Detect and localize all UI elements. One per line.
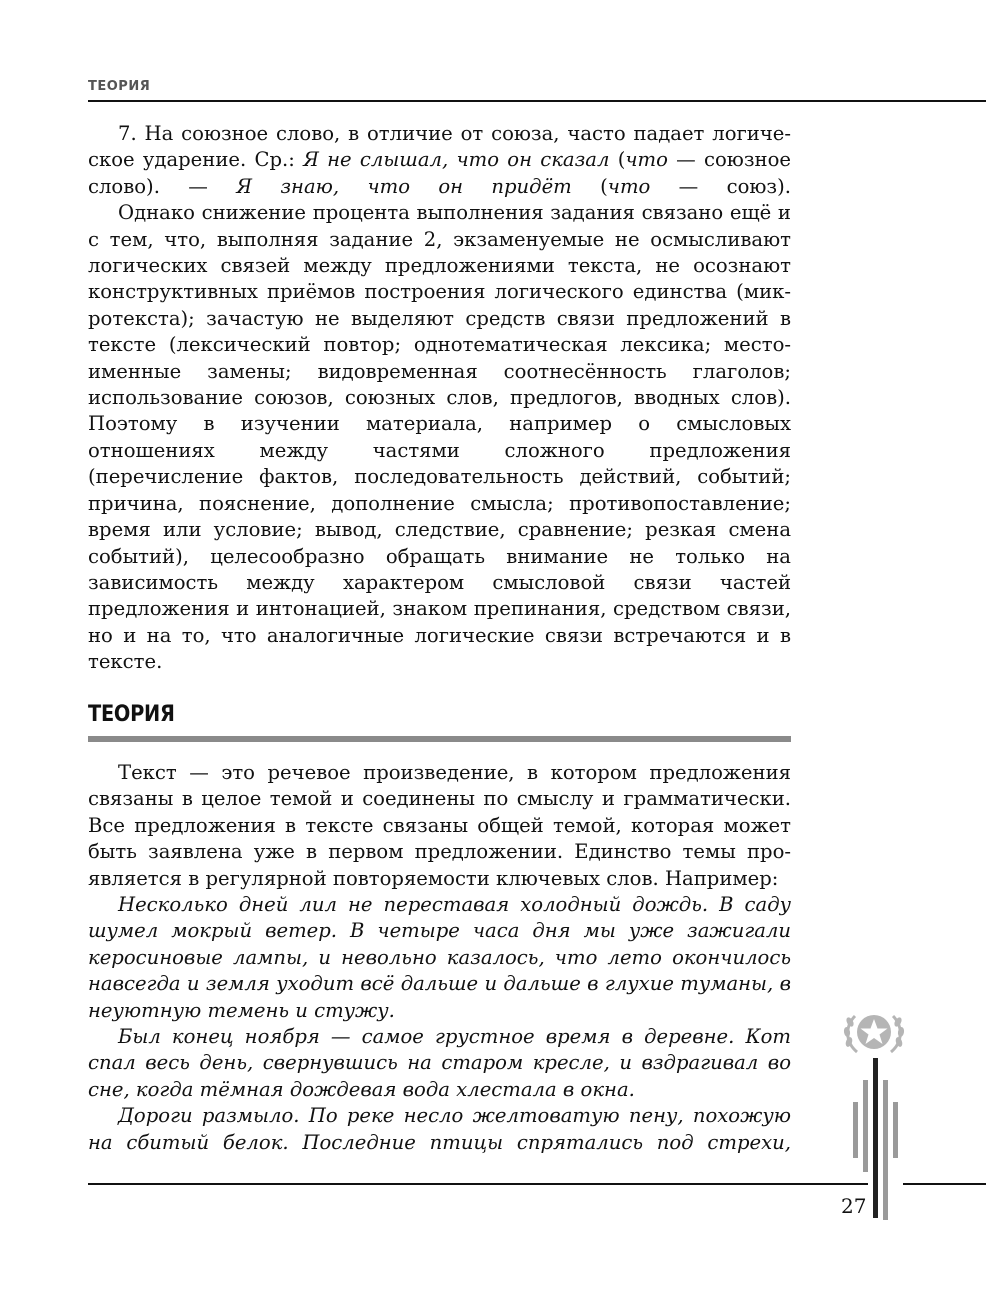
text-fragment: (	[609, 148, 626, 172]
text-line: ское ударение. Ср.:	[88, 148, 304, 172]
header-rule	[88, 100, 986, 102]
text-fragment: — союзное	[667, 148, 791, 172]
example-paragraph: Несколько дней лил не переставая холодный дождь. В саду шумел мокрый ветер. В четыре часа дня мы уже зажигали керосиновые лампы, и невольно казалось, что лето окончилось навсегда и земля уходит всё дальше и дальше в глухие туманы, в неуютную темень и стужу.	[88, 893, 791, 1022]
footer-rule-right	[903, 1183, 986, 1185]
theory-text-block	[88, 760, 791, 1156]
example-italic: что	[607, 174, 651, 198]
page-number: 27	[841, 1194, 867, 1218]
intro-text-block	[88, 121, 791, 676]
decorative-bars	[850, 1050, 900, 1225]
footer-rule	[88, 1183, 868, 1185]
example-italic: Я не слышал, что он сказал	[303, 148, 610, 172]
paragraph-union-word	[88, 121, 791, 200]
running-header: ТЕОРИЯ	[88, 79, 151, 94]
example-paragraph: Был конец ноября — самое грустное время в деревне. Кот спал весь день, свернувшись на старом кресле, и вздрагивал во сне, когда тёмная дождевая вода хлестала в окна.	[88, 1025, 791, 1101]
section-title: ТЕОРИЯ	[88, 702, 175, 727]
text-fragment: — союз).	[650, 174, 791, 198]
paragraph-task-analysis: Однако снижение процента выполнения задания связано ещё и с тем, что, выполняя задание 2, экзаменуемые не осмысливают логических связей между предложениями текста, не осознают конструктивных приёмов построения логического единства (микротекста); зачастую не выделяют средств связи предложений в тексте (лексический повтор; однотематическая лексика; местоименные замены; видовременная соотнесённость глаголов; использование союзов, союзных слов, предлогов, вводных слов). Поэтому в изучении материала, например о смысловых отношениях между частями сложного предложения (перечисление фактов, последовательность действий, событий; причина, пояснение, дополнение смысла; противопоставление; время или условие; вывод, следствие, сравнение; резкая смена событий), целесообразно обращать внимание не только на зависимость между характером смысловой связи частей предложения и интонацией, знаком препинания, средством связи, но и на то, что аналогичные логические связи встречаются и в тексте.	[88, 201, 791, 674]
section-rule	[88, 736, 791, 742]
example-paragraph: Дороги размыло. По реке несло желтоватую пену, похожую на сбитый белок. Последние птицы спрятались под стрехи,	[88, 1104, 791, 1154]
example-italic: Я знаю, что он придёт	[236, 174, 572, 198]
text-line: слово). —	[88, 174, 237, 198]
paragraph-text-definition: Текст — это речевое произведение, в котором предложения связаны в целое темой и соединены по смыслу и грамматически. Все предложения в тексте связаны общей темой, которая может быть заявлена уже в первом предложении. Единство темы проявляется в регулярной повторяемости ключевых слов. Например:	[88, 761, 791, 890]
example-italic: что	[625, 148, 668, 172]
text-line: 7. На союзное слово, в отличие от союза, часто падает логиче-	[118, 122, 791, 145]
text-fragment: (	[571, 174, 608, 198]
